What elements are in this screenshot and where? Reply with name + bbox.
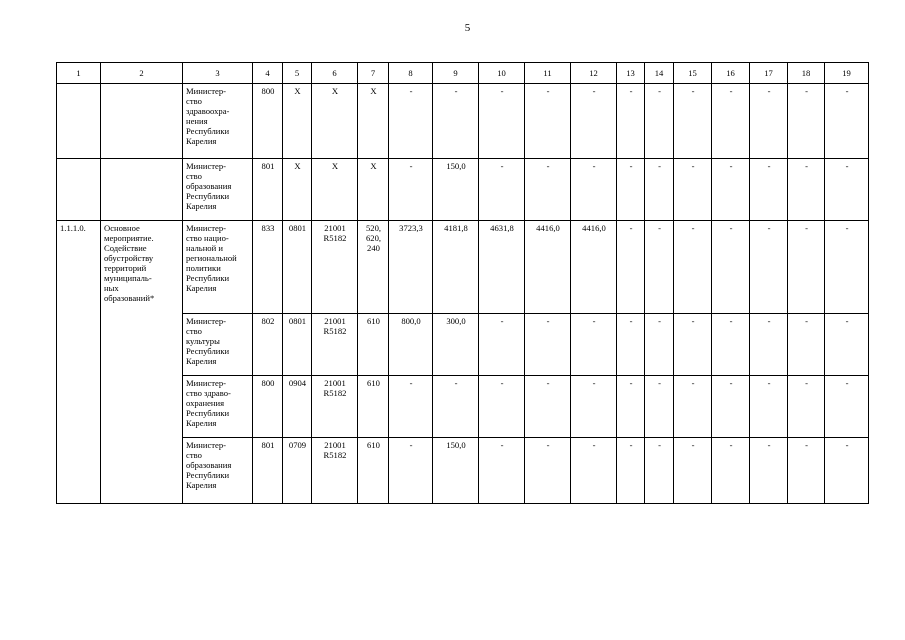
column-header-15: 15: [674, 63, 712, 84]
cell-col13: -: [617, 376, 645, 438]
cell-col17: -: [750, 376, 788, 438]
cell-col10: 4631,8: [479, 221, 525, 314]
cell-col14: -: [645, 84, 674, 159]
cell-col4: 800: [253, 376, 283, 438]
cell-col19: -: [825, 84, 869, 159]
table-row: [57, 84, 869, 159]
cell-col8: -: [389, 84, 433, 159]
event-cell: [101, 159, 183, 221]
cell-col8: -: [389, 438, 433, 504]
cell-col19: -: [825, 438, 869, 504]
cell-col9: 150,0: [433, 438, 479, 504]
cell-col6: 21001 R5182: [312, 376, 358, 438]
cell-col5: 0709: [283, 438, 312, 504]
cell-col18: -: [788, 84, 825, 159]
cell-col11: -: [525, 314, 571, 376]
cell-col13: -: [617, 159, 645, 221]
cell-col14: -: [645, 376, 674, 438]
cell-col7: Х: [358, 84, 389, 159]
cell-col9: 300,0: [433, 314, 479, 376]
cell-col13: -: [617, 314, 645, 376]
cell-col12: -: [571, 376, 617, 438]
cell-col7: 610: [358, 438, 389, 504]
cell-col6: Х: [312, 159, 358, 221]
column-header-2: 2: [101, 63, 183, 84]
code-cell: [57, 84, 101, 159]
column-header-3: 3: [183, 63, 253, 84]
cell-col19: -: [825, 376, 869, 438]
ministry-cell: Министер- ство нацио- нальной и региональной политики Республики Карелия: [183, 221, 253, 314]
column-header-7: 7: [358, 63, 389, 84]
column-header-5: 5: [283, 63, 312, 84]
column-header-11: 11: [525, 63, 571, 84]
cell-col9: 4181,8: [433, 221, 479, 314]
cell-col14: -: [645, 314, 674, 376]
cell-col5: 0904: [283, 376, 312, 438]
cell-col8: 800,0: [389, 314, 433, 376]
cell-col10: -: [479, 438, 525, 504]
cell-col13: -: [617, 438, 645, 504]
column-header-17: 17: [750, 63, 788, 84]
cell-col16: -: [712, 159, 750, 221]
column-header-10: 10: [479, 63, 525, 84]
cell-col15: -: [674, 438, 712, 504]
column-header-12: 12: [571, 63, 617, 84]
cell-col14: -: [645, 221, 674, 314]
column-header-16: 16: [712, 63, 750, 84]
cell-col7: 610: [358, 314, 389, 376]
cell-col11: 4416,0: [525, 221, 571, 314]
cell-col12: -: [571, 438, 617, 504]
cell-col12: -: [571, 159, 617, 221]
header-row: [57, 63, 869, 84]
ministry-cell: Министер- ство образования Республики Карелия: [183, 159, 253, 221]
cell-col13: -: [617, 84, 645, 159]
cell-col4: 802: [253, 314, 283, 376]
column-header-19: 19: [825, 63, 869, 84]
cell-col5: Х: [283, 159, 312, 221]
cell-col8: 3723,3: [389, 221, 433, 314]
cell-col11: -: [525, 438, 571, 504]
cell-col14: -: [645, 159, 674, 221]
column-header-13: 13: [617, 63, 645, 84]
cell-col17: -: [750, 159, 788, 221]
cell-col17: -: [750, 438, 788, 504]
cell-col4: 833: [253, 221, 283, 314]
cell-col15: -: [674, 314, 712, 376]
cell-col11: -: [525, 84, 571, 159]
cell-col16: -: [712, 221, 750, 314]
column-header-14: 14: [645, 63, 674, 84]
cell-col4: 801: [253, 438, 283, 504]
cell-col15: -: [674, 84, 712, 159]
table-row: [57, 159, 869, 221]
ministry-cell: Министер- ство культуры Республики Карелия: [183, 314, 253, 376]
cell-col10: -: [479, 376, 525, 438]
page-number: 5: [464, 22, 471, 34]
cell-col13: -: [617, 221, 645, 314]
cell-col16: -: [712, 314, 750, 376]
cell-col8: -: [389, 159, 433, 221]
cell-col12: -: [571, 314, 617, 376]
cell-col18: -: [788, 438, 825, 504]
cell-col15: -: [674, 376, 712, 438]
cell-col5: 0801: [283, 314, 312, 376]
column-header-6: 6: [312, 63, 358, 84]
cell-col8: -: [389, 376, 433, 438]
cell-col15: -: [674, 221, 712, 314]
cell-col17: -: [750, 314, 788, 376]
cell-col17: -: [750, 84, 788, 159]
cell-col11: -: [525, 159, 571, 221]
column-header-9: 9: [433, 63, 479, 84]
ministry-cell: Министер- ство здравоохра- нения Республики Карелия: [183, 84, 253, 159]
cell-col16: -: [712, 376, 750, 438]
cell-col19: -: [825, 221, 869, 314]
cell-col6: Х: [312, 84, 358, 159]
cell-col7: 520, 620, 240: [358, 221, 389, 314]
ministry-cell: Министер- ство образования Республики Карелия: [183, 438, 253, 504]
cell-col12: -: [571, 84, 617, 159]
cell-col4: 800: [253, 84, 283, 159]
table-row: [57, 221, 869, 314]
cell-col18: -: [788, 376, 825, 438]
cell-col18: -: [788, 314, 825, 376]
cell-col18: -: [788, 159, 825, 221]
code-cell: 1.1.1.0.: [57, 221, 101, 504]
budget-table: [56, 62, 869, 504]
event-cell: Основное мероприятие. Содействие обустройству территорий муниципаль- ных образований*: [101, 221, 183, 504]
cell-col5: Х: [283, 84, 312, 159]
cell-col9: -: [433, 84, 479, 159]
cell-col19: -: [825, 159, 869, 221]
column-header-8: 8: [389, 63, 433, 84]
cell-col16: -: [712, 84, 750, 159]
cell-col10: -: [479, 314, 525, 376]
column-header-1: 1: [57, 63, 101, 84]
event-cell: [101, 84, 183, 159]
cell-col12: 4416,0: [571, 221, 617, 314]
cell-col6: 21001 R5182: [312, 221, 358, 314]
cell-col18: -: [788, 221, 825, 314]
cell-col6: 21001 R5182: [312, 314, 358, 376]
cell-col4: 801: [253, 159, 283, 221]
cell-col10: -: [479, 159, 525, 221]
code-cell: [57, 159, 101, 221]
cell-col9: 150,0: [433, 159, 479, 221]
cell-col15: -: [674, 159, 712, 221]
cell-col6: 21001 R5182: [312, 438, 358, 504]
column-header-18: 18: [788, 63, 825, 84]
cell-col10: -: [479, 84, 525, 159]
cell-col5: 0801: [283, 221, 312, 314]
cell-col16: -: [712, 438, 750, 504]
ministry-cell: Министер- ство здраво- охранения Республики Карелия: [183, 376, 253, 438]
cell-col11: -: [525, 376, 571, 438]
cell-col14: -: [645, 438, 674, 504]
cell-col17: -: [750, 221, 788, 314]
cell-col19: -: [825, 314, 869, 376]
cell-col7: 610: [358, 376, 389, 438]
column-header-4: 4: [253, 63, 283, 84]
cell-col9: -: [433, 376, 479, 438]
cell-col7: Х: [358, 159, 389, 221]
